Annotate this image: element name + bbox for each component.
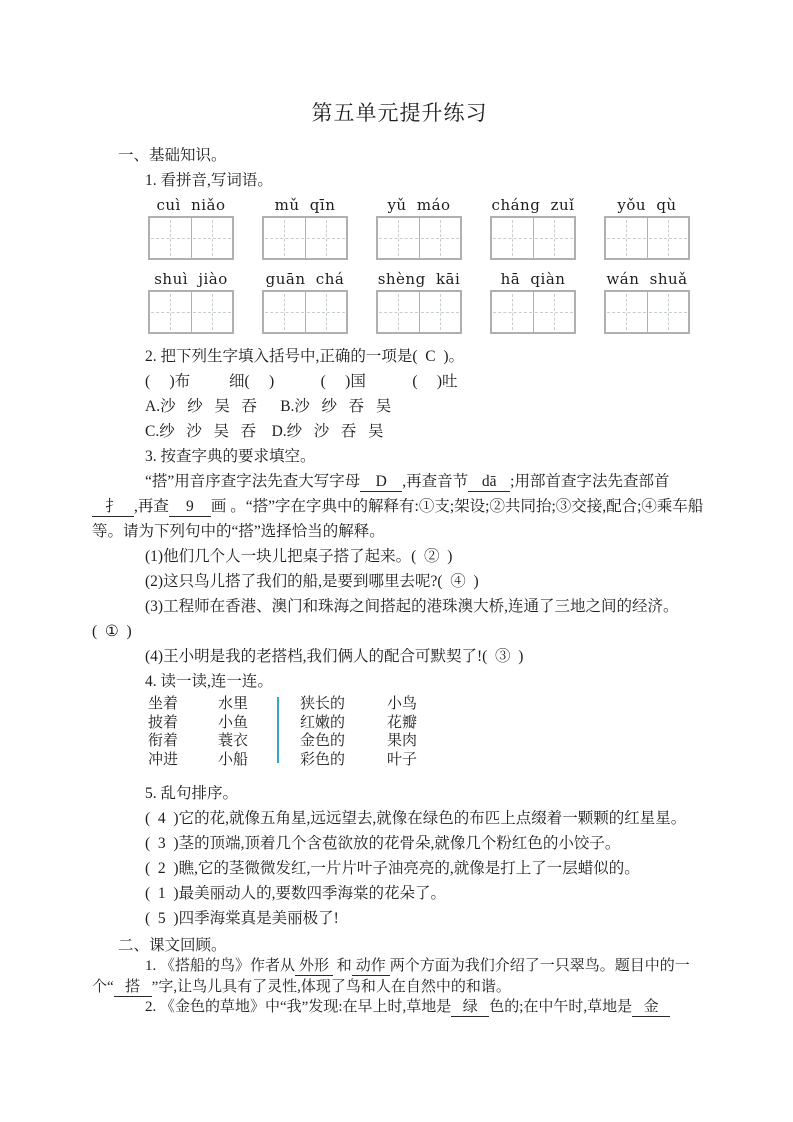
grid-cell xyxy=(606,292,647,332)
grid-cell xyxy=(264,292,305,332)
writing-grid-box xyxy=(262,290,348,334)
pinyin-row-1 xyxy=(148,196,707,214)
match-word: 狭长的 xyxy=(300,696,346,712)
text-segment: “搭”用音序查字法先查大写字母 xyxy=(145,473,361,490)
q3-item-4: (4)王小明是我的老搭档,我们俩人的配合可默契了!( ③ ) xyxy=(145,648,524,665)
options-line-cd: C.纱 沙 吴 吞 D.纱 沙 吞 吴 xyxy=(145,423,384,440)
text-segment: 和 xyxy=(333,958,352,974)
question-4-label: 4. 读一读,连一连。 xyxy=(145,673,273,690)
dictionary-instructions xyxy=(92,469,707,544)
writing-grid-box xyxy=(604,290,690,334)
text-segment: 色的;在中午时,草地是 xyxy=(489,999,633,1015)
q3-item-3: (3)工程师在香港、澳门和珠海之间搭起的港珠澳大桥,连通了三地之间的经济。 xyxy=(145,598,679,615)
writing-grid-box xyxy=(376,216,462,260)
page-title: 第五单元提升练习 xyxy=(311,101,488,125)
match-word: 坐着 xyxy=(148,696,179,712)
match-word: 叶子 xyxy=(387,751,418,768)
answer-blank: 9 xyxy=(169,498,211,517)
options-line-ab: A.沙 纱 吴 吞 B.沙 纱 吞 吴 xyxy=(145,398,392,415)
grid-cell xyxy=(191,218,233,258)
writing-grid-row-1 xyxy=(148,216,707,260)
writing-grid-box xyxy=(148,290,234,334)
match-word: 水里 xyxy=(218,696,249,712)
q3-item-3-answer: ( ① ) xyxy=(92,623,132,640)
pinyin-label: mǔ qīn xyxy=(274,196,336,214)
grid-cell xyxy=(419,292,461,332)
pinyin-label: wán shuǎ xyxy=(606,270,688,288)
match-word: 小鱼 xyxy=(218,714,249,731)
fill-in-blanks-line: ( )布 细( ) ( )国 ( )吐 xyxy=(145,373,458,390)
pinyin-label: cháng zuǐ xyxy=(491,196,575,214)
match-word: 花瓣 xyxy=(387,714,418,731)
match-column-4 xyxy=(387,695,417,769)
pinyin-label: hā qiàn xyxy=(500,270,566,288)
match-column-3 xyxy=(300,695,387,769)
match-word: 小鸟 xyxy=(387,696,418,712)
text-segment: 两个方面为我们介绍了一只翠鸟。题目中的一个“ xyxy=(92,958,690,995)
matching-exercise xyxy=(148,695,707,769)
text-segment: ”字,让鸟儿具有了灵性,体现了鸟和人在自然中的和谐。 xyxy=(151,978,511,995)
grid-cell xyxy=(264,218,305,258)
recall-item-1 xyxy=(92,956,707,997)
match-column-2 xyxy=(218,695,277,769)
answer-blank: 动作 xyxy=(352,957,390,976)
grid-cell xyxy=(419,218,461,258)
match-word: 披着 xyxy=(148,714,179,731)
grid-cell xyxy=(150,292,191,332)
grid-cell xyxy=(191,292,233,332)
text-segment: 画 。“搭”字在字典中的解释有:①支;架设;②共同抬;③交接,配合;④乘车船等。请为下列句中的“搭”选择恰当的解释。 xyxy=(92,498,704,540)
text-segment: 2. 《金色的草地》中“我”发现:在早上时,草地是 xyxy=(145,999,452,1015)
grid-cell xyxy=(305,292,347,332)
section-2-heading: 二、课文回顾。 xyxy=(118,937,227,954)
q5-item-5: ( 5 )四季海棠真是美丽极了! xyxy=(145,910,339,927)
section-1-heading: 一、基础知识。 xyxy=(118,147,227,164)
q5-item-4: ( 1 )最美丽动人的,要数四季海棠的花朵了。 xyxy=(145,885,446,902)
q3-item-1: (1)他们几个人一块儿把桌子搭了起来。( ② ) xyxy=(145,548,453,565)
answer-blank: 外形 xyxy=(295,957,333,976)
answer-blank: D xyxy=(360,473,402,492)
text-segment: ,再查 xyxy=(134,498,169,515)
writing-grid-box xyxy=(262,216,348,260)
match-word: 蓑衣 xyxy=(218,733,249,749)
grid-cell xyxy=(150,218,191,258)
grid-cell xyxy=(378,292,419,332)
match-word: 小船 xyxy=(218,751,249,768)
grid-cell xyxy=(305,218,347,258)
text-segment: ,再查音节 xyxy=(402,473,469,490)
answer-blank: 搭 xyxy=(114,978,152,997)
grid-cell xyxy=(606,218,647,258)
grid-cell xyxy=(647,218,689,258)
grid-cell xyxy=(492,292,533,332)
text-segment: 1. 《搭船的鸟》作者从 xyxy=(145,958,296,974)
q5-item-3: ( 2 )瞧,它的茎微微发红,一片片叶子油亮亮的,就像是打上了一层蜡似的。 xyxy=(145,860,640,877)
writing-grid-box xyxy=(148,216,234,260)
match-word: 金色的 xyxy=(300,733,346,749)
pinyin-label: cuì niǎo xyxy=(156,196,226,214)
grid-cell xyxy=(378,218,419,258)
answer-blank: 扌 xyxy=(92,498,134,517)
recall-item-2 xyxy=(92,997,707,1018)
writing-grid-box xyxy=(604,216,690,260)
match-word: 彩色的 xyxy=(300,751,346,768)
writing-grid-row-2 xyxy=(148,290,707,334)
pinyin-row-2 xyxy=(148,270,707,288)
answer-blank: 金 xyxy=(632,998,670,1017)
writing-grid-box xyxy=(376,290,462,334)
pinyin-label: shèng kāi xyxy=(377,270,461,288)
match-word: 衔着 xyxy=(148,733,179,749)
q3-item-2: (2)这只鸟儿搭了我们的船,是要到哪里去呢?( ④ ) xyxy=(145,573,479,590)
match-word: 果肉 xyxy=(387,733,418,749)
text-segment: ;用部首查字法先查部首 xyxy=(510,473,670,490)
pinyin-label: yǒu qù xyxy=(617,196,677,214)
grid-cell xyxy=(533,292,575,332)
match-word: 红嫩的 xyxy=(300,714,346,731)
question-1-label: 1. 看拼音,写词语。 xyxy=(145,172,273,189)
question-2-label: 2. 把下列生字填入括号中,正确的一项是( C )。 xyxy=(145,348,465,365)
question-5-label: 5. 乱句排序。 xyxy=(145,785,239,802)
column-divider xyxy=(277,697,279,763)
answer-blank: 绿 xyxy=(451,998,489,1017)
match-word: 冲进 xyxy=(148,751,179,768)
grid-cell xyxy=(647,292,689,332)
q5-item-1: ( 4 )它的花,就像五角星,远远望去,就像在绿色的布匹上点缀着一颗颗的红星星。 xyxy=(145,810,687,827)
grid-cell xyxy=(492,218,533,258)
pinyin-label: guān chá xyxy=(265,270,345,288)
writing-grid-box xyxy=(490,290,576,334)
question-3-label: 3. 按查字典的要求填空。 xyxy=(145,448,316,465)
answer-blank: dā xyxy=(468,473,510,492)
pinyin-label: yǔ máo xyxy=(387,196,451,214)
match-column-1 xyxy=(148,695,218,769)
grid-cell xyxy=(533,218,575,258)
q5-item-2: ( 3 )茎的顶端,顶着几个含苞欲放的花骨朵,就像几个粉红色的小饺子。 xyxy=(145,835,621,852)
writing-grid-box xyxy=(490,216,576,260)
pinyin-label: shuì jiào xyxy=(154,270,228,288)
